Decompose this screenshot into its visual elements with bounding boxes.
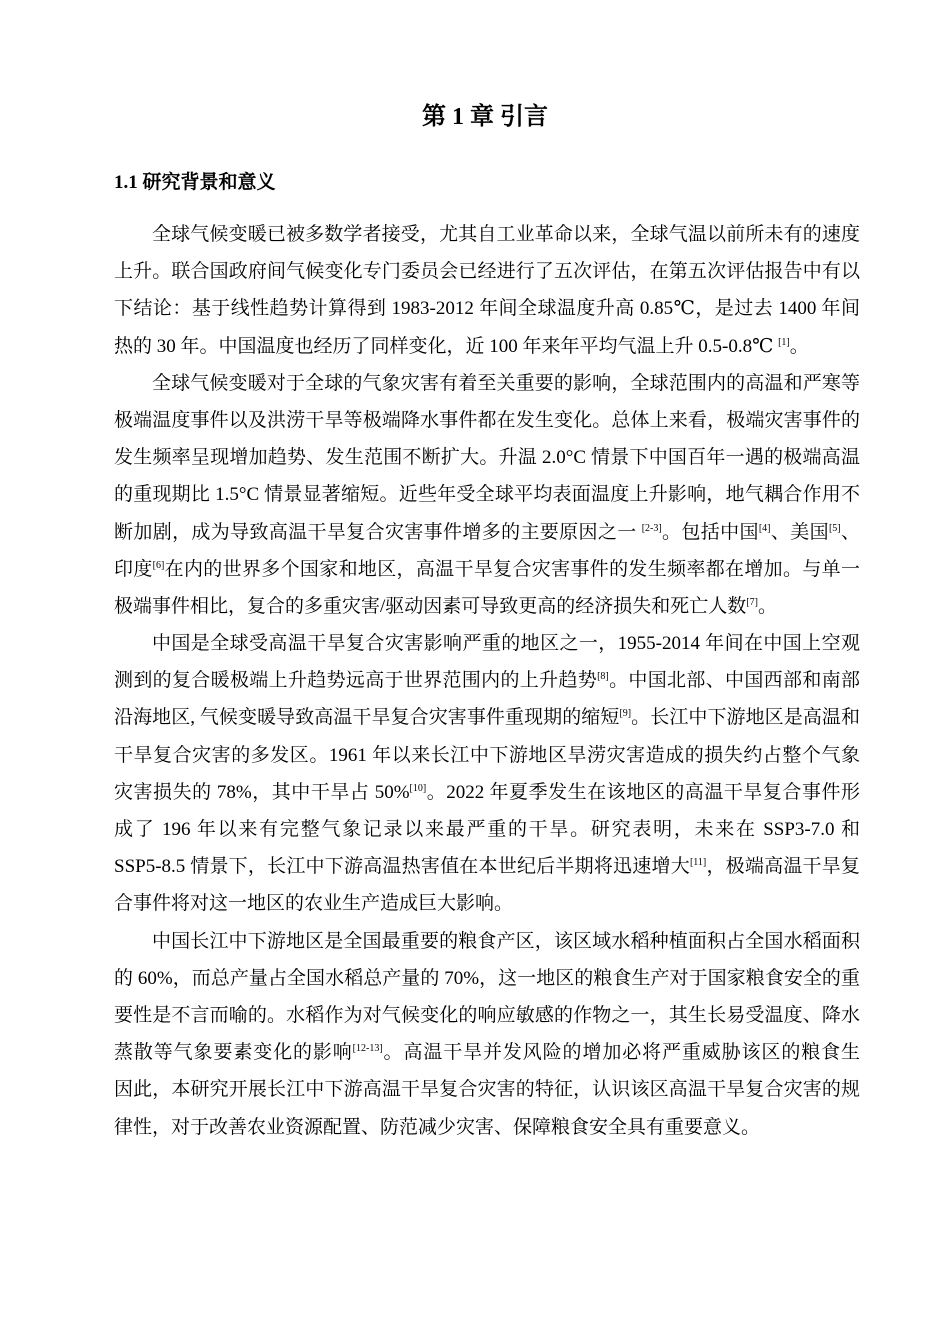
citation-superscript: [5]: [828, 522, 841, 534]
text-line: [114, 923, 860, 960]
citation-superscript: [11]: [689, 857, 707, 869]
text-line: [114, 402, 860, 439]
text-segment: 沿海地区, 气候变暖导致高温干旱复合灾害事件重现期的缩短: [114, 707, 620, 729]
text-segment: 灾害损失的 78%，其中干旱占 50%: [114, 781, 410, 803]
text-segment: 。: [789, 335, 809, 357]
text-segment: 因此，本研究开展长江中下游高温干旱复合灾害的特征，认识该区高温干旱复合灾害的规: [114, 1079, 860, 1101]
text-line: [114, 737, 860, 774]
text-segment: SSP5-8.5 情景下，长江中下游高温热害值在本世纪后半期将迅速增大: [114, 856, 690, 878]
text-line: [114, 848, 860, 885]
text-segment: 热的 30 年。中国温度也经历了同样变化，近 100 年来年平均气温上升 0.5-0.8℃: [114, 335, 779, 357]
text-line: [114, 514, 860, 551]
text-line: [114, 253, 860, 290]
text-segment: 印度: [114, 558, 153, 580]
text-segment: 律性，对于改善农业资源配置、防范减少灾害、保障粮食安全具有重要意义。: [114, 1116, 761, 1138]
text-segment: 。包括中国: [661, 521, 759, 543]
citation-superscript: [1]: [778, 336, 790, 348]
chapter-title: 第 1 章 引言: [422, 104, 548, 130]
text-segment: 。高温干旱并发风险的增加必将严重威胁该区的粮食生: [382, 1042, 860, 1064]
citation-superscript: [6]: [152, 559, 165, 571]
text-line: [114, 1071, 860, 1108]
text-segment: 成了 196 年以来有完整气象记录以来最严重的干旱。研究表明，未来在 SSP3-7.0 和: [114, 819, 860, 840]
text-segment: 上升。联合国政府间气候变化专门委员会已经进行了五次评估，在第五次评估报告中有以: [114, 261, 860, 283]
text-segment: 。中国北部、中国西部和南部: [608, 670, 860, 692]
text-line: [114, 811, 860, 848]
text-line: [114, 1034, 860, 1071]
text-segment: 中国是全球受高温干旱复合灾害影响严重的地区之一，1955-2014 年间在中国上空观: [152, 633, 860, 655]
text-line: [114, 439, 860, 476]
text-segment: 下结论：基于线性趋势计算得到 1983-2012 年间全球温度升高 0.85℃，是过去 1400 年间: [114, 298, 860, 320]
text-segment: 断加剧，成为导致高温干旱复合灾害事件增多的主要原因之一: [114, 521, 642, 543]
text-segment: 、美国: [770, 521, 829, 543]
text-line: [114, 1109, 860, 1146]
body-text: [114, 216, 860, 1146]
citation-superscript: [4]: [758, 522, 771, 534]
citation-superscript: [8]: [597, 671, 609, 683]
citation-superscript: [12-13]: [352, 1043, 383, 1055]
text-segment: 。长江中下游地区是高温和: [631, 707, 860, 729]
text-segment: 。: [757, 595, 777, 617]
text-line: [114, 885, 860, 922]
text-line: [114, 997, 860, 1034]
text-segment: 测到的复合暖极端上升趋势远高于世界范围内的上升趋势: [114, 670, 598, 692]
citation-superscript: [7]: [746, 596, 758, 608]
text-line: [114, 588, 860, 625]
text-line: [114, 476, 860, 513]
text-segment: 。2022 年夏季发生在该地区的高温干旱复合事件形: [426, 781, 860, 803]
text-segment: 极端温度事件以及洪涝干旱等极端降水事件都在发生变化。总体上来看，极端灾害事件的: [114, 409, 860, 431]
paragraph: [114, 923, 860, 1146]
text-line: [114, 328, 860, 365]
text-segment: 全球气候变暖已被多数学者接受，尤其自工业革命以来，全球气温以前所未有的速度: [152, 224, 860, 245]
text-line: [114, 662, 860, 699]
text-segment: 合事件将对这一地区的农业生产造成巨大影响。: [114, 893, 514, 915]
text-segment: 全球气候变暖对于全球的气象灾害有着至关重要的影响，全球范围内的高温和严寒等: [152, 372, 860, 394]
text-segment: ，极端高温干旱复: [706, 856, 860, 878]
paragraph: [114, 365, 860, 625]
text-line: [114, 774, 860, 811]
text-segment: 干旱复合灾害的多发区。1961 年以来长江中下游地区旱涝灾害造成的损失约占整个气象: [114, 744, 860, 766]
text-line: [114, 290, 860, 327]
text-segment: 蒸散等气象要素变化的影响: [114, 1042, 353, 1064]
text-segment: 的重现期比 1.5°C 情景显著缩短。近些年受全球平均表面温度上升影响，地气耦合作用不: [114, 484, 860, 506]
text-segment: 中国长江中下游地区是全国最重要的粮食产区，该区域水稻种植面积占全国水稻面积: [152, 930, 860, 952]
paragraph: [114, 216, 860, 365]
text-line: [114, 625, 860, 662]
citation-superscript: [9]: [619, 708, 632, 720]
text-segment: 发生频率呈现增加趋势、发生范围不断扩大。升温 2.0°C 情景下中国百年一遇的极端高温: [114, 447, 860, 469]
text-segment: 的 60%，而总产量占全国水稻总产量的 70%，这一地区的粮食生产对于国家粮食安全的重: [114, 967, 860, 989]
citation-superscript: [10]: [409, 782, 427, 794]
section-heading: 1.1 研究背景和意义: [114, 172, 276, 193]
citation-superscript: [2-3]: [641, 522, 662, 534]
text-line: [114, 699, 860, 736]
text-segment: 、: [840, 521, 860, 543]
text-segment: 极端事件相比，复合的多重灾害/驱动因素可导致更高的经济损失和死亡人数: [114, 595, 747, 617]
text-line: [114, 216, 860, 253]
text-line: [114, 365, 860, 402]
text-line: [114, 960, 860, 997]
text-line: [114, 551, 860, 588]
text-segment: 在内的世界多个国家和地区，高温干旱复合灾害事件的发生频率都在增加。与单一: [164, 558, 860, 580]
paragraph: [114, 625, 860, 923]
text-segment: 要性是不言而喻的。水稻作为对气候变化的响应敏感的作物之一，其生长易受温度、降水: [114, 1004, 860, 1026]
